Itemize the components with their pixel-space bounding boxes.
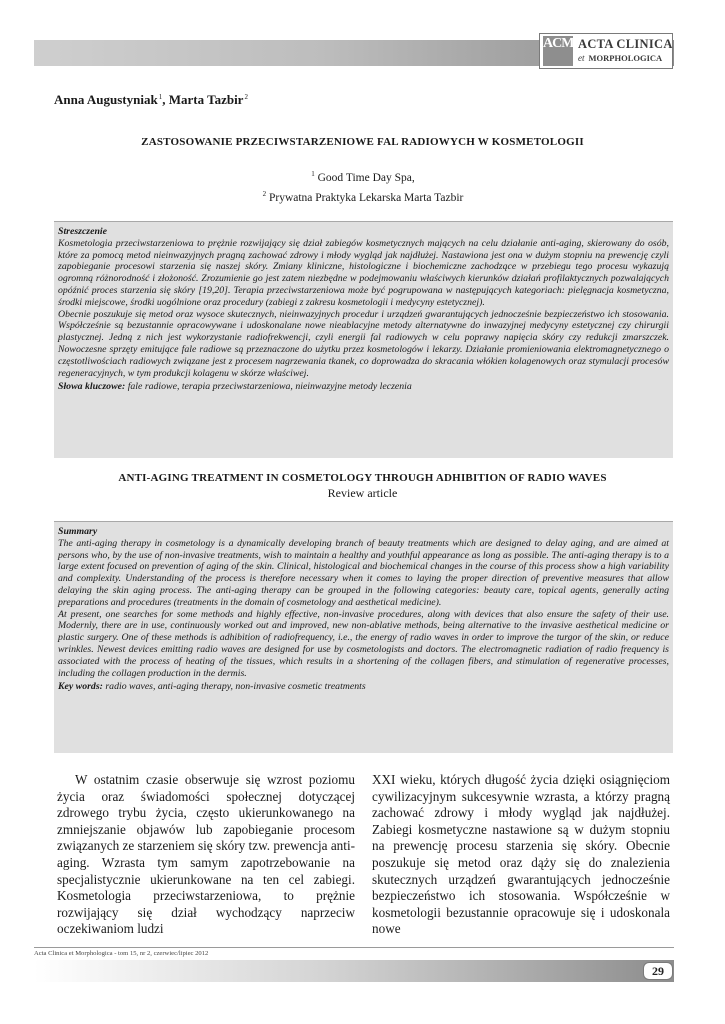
abstract-polish <box>54 221 673 458</box>
logo-title: ACTA CLINICA <box>578 37 673 51</box>
abstract-paragraph: Kosmetologia przeciwstarzeniowa to prężnie rozwijający się dział zabiegów kosmetycznych mających na celu działanie anti-aging, skierowany do osób, które za pomocą metod nieinwazyjnych pragną zachować zdrowy i młody wygląd jak najdłużej. Nastawiona jest ona w dużym stopniu na prewencję czyli zapobieganie procesowi starzenia się naszej skóry. Zmiany kliniczne, histologiczne i biochemiczne zachodzące w przebiegu tego procesu wykazują ogromną różnorodność i złożoność. Zrozumienie go jest zatem niezbędne w podejmowaniu właściwych kierunków działań profilaktycznych pozwalających opóźnić proces starzenia się skóry [19,20]. Terapia przeciwstarzeniowa może być pogrupowana w następujących kategoriach: pielęgnacja kosmetyczna, środki miejscowe, środki uogólnione oraz procedury (zabiegi z zakresu kosmetologii i medycyny estetycznej). <box>58 237 669 308</box>
page-number: 29 <box>643 962 673 980</box>
abstract-paragraph: Obecnie poszukuje się metod oraz wysoce skutecznych, nieinwazyjnych procedur i urządzeń gwarantujących jednocześnie bezpieczeństwo ich stosowania. Współcześnie są bezustannie opracowywane i udoskonalane nowe nieablacyjne metody alternatywne do inwazyjnej medycyny estetycznej czy chirurgii plastycznej. Jedną z nich jest wykorzystanie radiofrekwencji, czyli energii fal radiowych w celu poprawy napięcia skóry czy redukcji zmarszczek. Nowoczesne sprzęty emitujące fale radiowe są przeznaczone do użytku przez kosmetologów i lekarzy. Działanie promieniowania elektromagnetycznego o częstotliwościach radiowych związane jest z procesem nagrzewania tkanek, co doprowadza do skracania włókien kolagenowych oraz stymulacji procesów regeneracyjnych, w tym produkcji kolagenu w skórze właściwej. <box>58 308 669 379</box>
article-type: Review article <box>327 486 398 500</box>
author-1-affil: 1 <box>158 93 163 101</box>
body-column-right: XXI wieku, których długość życia dzięki osiągnięciom cywilizacyjnym sukcesywnie wzrasta, a którzy pragną zachować zdrowy i młody wygląd jak najdłużej. Zabiegi kosmetyczne nastawione są w dużym stopniu na prewencję procesu starzenia się skóry. Obecnie poszukuje się metod oraz dąży się do znalezienia skutecznych urządzeń gwarantujących jednocześnie bezpieczeństwo ich stosowania. Współcześnie w kosmetologii bezustannie opracowuje się i udoskonala nowe <box>372 772 670 937</box>
author-1: Anna Augustyniak <box>54 92 158 107</box>
logo-mark-icon: ACM <box>543 36 573 66</box>
affiliation-2: $^2$ Prywatna Praktyka Lekarska Marta Tazbir <box>262 190 464 204</box>
title-english: ANTI-AGING TREATMENT IN COSMETOLOGY THROUGH ADHIBITION OF RADIO WAVES <box>118 472 607 484</box>
affiliation-1: $^1$ Good Time Day Spa, <box>311 170 415 184</box>
journal-logo <box>539 33 673 69</box>
summary-heading: Summary <box>58 526 98 537</box>
summary-paragraph: The anti-aging therapy in cosmetology is a dynamically developing branch of beauty treatments which are designed to delay aging, and are aimed at persons who, by the use of non-invasive treatments, wish to maintain a healthy and youthful appearance as long as possible. The anti-aging therapy is to a large extent focused on prevention of aging of the skin. Clinical, histological and biochemical changes in the course of this process show a high variability and complexity. Understanding of the process is therefore necessary when it comes to laying the proper direction of preventive measures that allow delaying the skin aging process. The anti-aging therapy can be grouped in the following categories: beauty care, topical agents, generally acting preparations and procedures (treatments in the domain of cosmetology and aesthetical medicine). <box>58 537 669 608</box>
summary-paragraph: At present, one searches for some methods and highly effective, non-invasive procedures, along with devices that also ensure the safety of their use. Modernly, there are in use, continuously worked out and improved, new non-ablative methods, being alternative to the invasive aesthetical medicine or plastic surgery. One of these methods is adhibition of radiofrequency, i.e., the energy of radio waves in order to improve the turgor of the skin, or reduce wrinkles. Newest devices emitting radio waves are designed for use by cosmetologists and doctors. The electromagnetic radiation of radio frequency is associated with the process of heating of the tissues, which results in a shortening of the collagen fibers, and stimulation of regenerative processes, including the collagen production in the dermis. <box>58 608 669 679</box>
abstract-heading: Streszczenie <box>58 226 107 237</box>
author-2-affil: 2 <box>244 93 248 101</box>
affiliations <box>0 166 725 206</box>
authors: Anna Augustyniak$^1$, Marta Tazbir$^2$ <box>54 92 248 107</box>
logo-subtitle: et MORPHOLOGICA <box>578 53 663 63</box>
author-2: Marta Tazbir <box>168 92 244 107</box>
abstract-english <box>54 521 673 753</box>
keywords: Słowa kluczowe: fale radiowe, terapia przeciwstarzeniowa, nieinwazyjne metody leczenia <box>58 381 412 393</box>
page-number-bar <box>34 960 674 982</box>
footer-divider <box>34 947 674 948</box>
title-polish: ZASTOSOWANIE PRZECIWSTARZENIOWE FAL RADIOWYCH W KOSMETOLOGII <box>141 136 584 148</box>
footer-citation: Acta Clinica et Morphologica - tom 15, nr 2, czerwiec/lipiec 2012 <box>34 950 209 957</box>
body-column-left: W ostatnim czasie obserwuje się wzrost poziomu życia oraz świadomości społecznej dotyczącej zdrowego trybu życia, często ukierunkowanego na zmniejszanie objawów lub zapobieganie procesom związanych ze starzeniem się skóry tzw. prewencja anti-aging. Wzrasta tym samym zapotrzebowanie na specjalistycznie ukierunkowane na ten cel zabiegi. Kosmetologia przeciwstarzeniowa, to prężnie rozwijający się dział wychodzący naprzeciw oczekiwaniom ludzi <box>57 772 355 937</box>
key-words: Key words: radio waves, anti-aging therapy, non-invasive cosmetic treatments <box>58 681 366 693</box>
